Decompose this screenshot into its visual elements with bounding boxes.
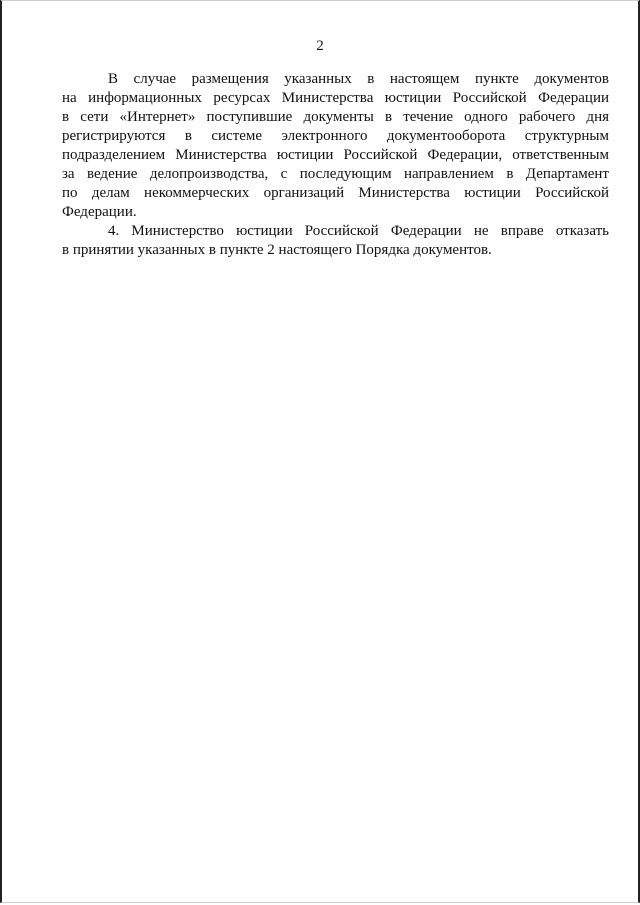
- text-line: на информационных ресурсах Министерства юстиции Российской Федерации: [62, 90, 609, 106]
- text-line: в сети «Интернет» поступившие документы в течение одного рабочего дня: [62, 109, 609, 125]
- document-body: [62, 70, 609, 260]
- text-line: В случае размещения указанных в настоящем пункте документов: [108, 71, 609, 87]
- paragraph-2: [62, 222, 609, 260]
- text-line: по делам некоммерческих организаций Министерства юстиции Российской: [62, 185, 609, 201]
- text-line: за ведение делопроизводства, с последующим направлением в Департамент: [62, 166, 609, 182]
- text-line: Федерации.: [62, 204, 137, 220]
- text-line: 4. Министерство юстиции Российской Федерации не вправе отказать: [108, 223, 609, 239]
- text-line: подразделением Министерства юстиции Российской Федерации, ответственным: [62, 147, 609, 163]
- page-number: 2: [316, 38, 324, 54]
- text-line: в принятии указанных в пункте 2 настоящего Порядка документов.: [62, 242, 492, 258]
- paragraph-1: [62, 70, 609, 222]
- text-line: регистрируются в системе электронного документооборота структурным: [62, 128, 609, 144]
